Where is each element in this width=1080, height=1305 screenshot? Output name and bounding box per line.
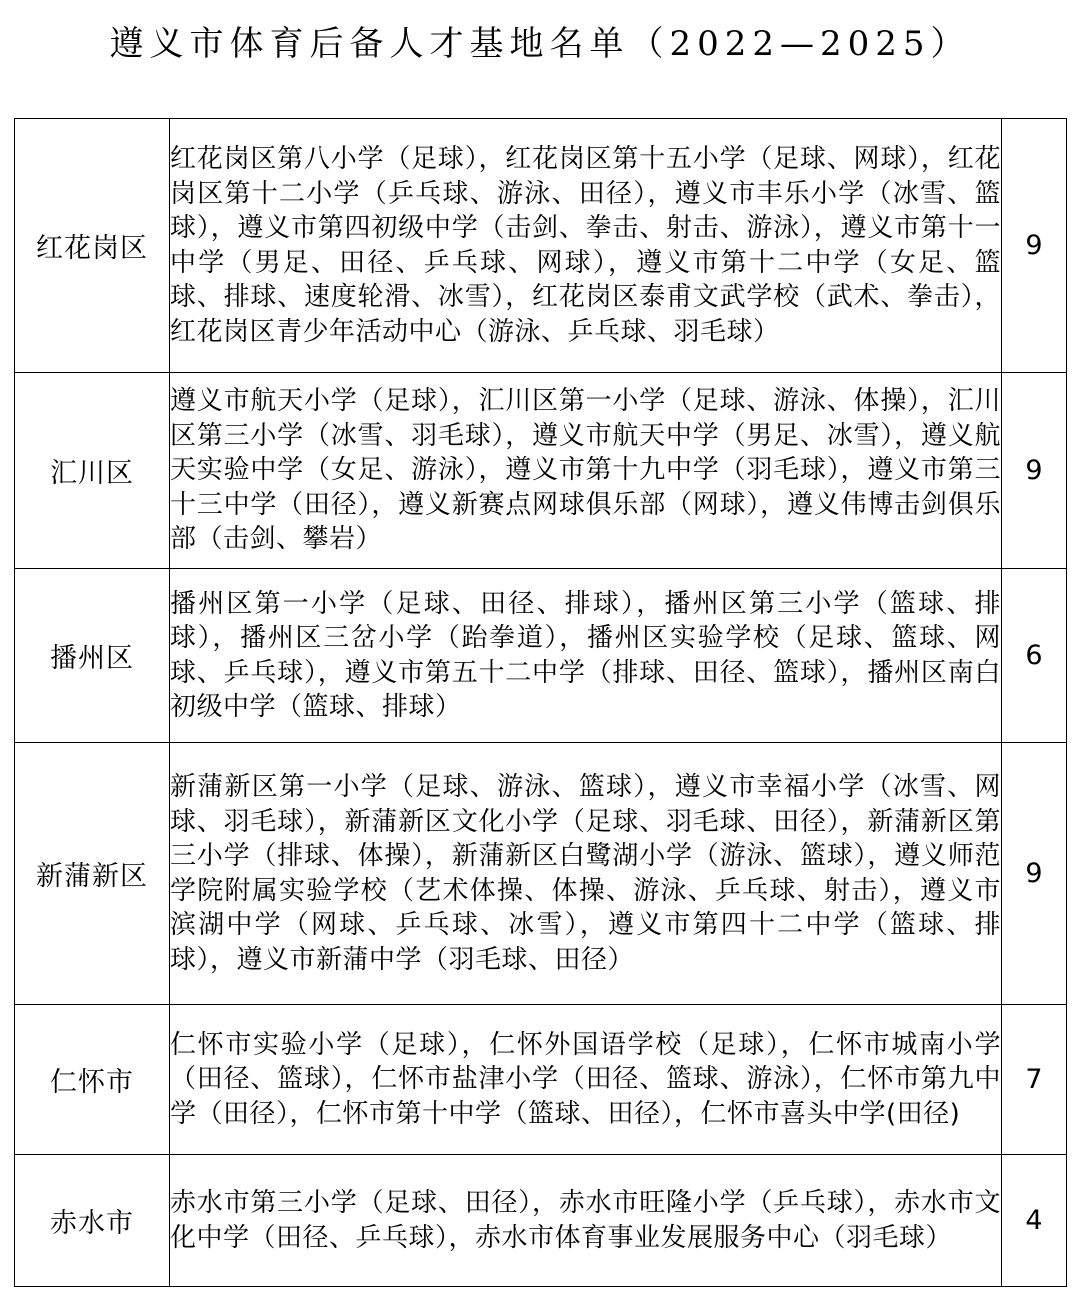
count-cell: 6 xyxy=(1002,569,1067,743)
count-cell: 9 xyxy=(1002,373,1067,569)
count-cell: 9 xyxy=(1002,743,1067,1005)
district-cell: 仁怀市 xyxy=(15,1005,170,1155)
schools-cell: 红花岗区第八小学（足球），红花岗区第十五小学（足球、网球），红花岗区第十二小学（乒乓球、游泳、田径），遵义市丰乐小学（冰雪、篮球），遵义市第四初级中学（击剑、拳击、射击、游泳），遵义市第十一中学（男足、田径、乒乓球、网球），遵义市第十二中学（女足、篮球、排球、速度轮滑、冰雪），红花岗区泰甫文武学校（武术、拳击），红花岗区青少年活动中心（游泳、乒乓球、羽毛球） xyxy=(170,119,1002,373)
district-cell: 汇川区 xyxy=(15,373,170,569)
sports-base-table xyxy=(14,118,1067,1287)
district-cell: 红花岗区 xyxy=(15,119,170,373)
table-row xyxy=(15,1005,1067,1155)
count-cell: 7 xyxy=(1002,1005,1067,1155)
page-title: 遵义市体育后备人才基地名单（2022—2025） xyxy=(109,24,971,64)
district-cell: 赤水市 xyxy=(15,1155,170,1287)
count-cell: 4 xyxy=(1002,1155,1067,1287)
schools-cell: 赤水市第三小学（足球、田径），赤水市旺隆小学（乒乓球），赤水市文化中学（田径、乒乓球），赤水市体育事业发展服务中心（羽毛球） xyxy=(170,1155,1002,1287)
schools-cell: 遵义市航天小学（足球），汇川区第一小学（足球、游泳、体操），汇川区第三小学（冰雪、羽毛球），遵义市航天中学（男足、冰雪），遵义航天实验中学（女足、游泳），遵义市第十九中学（羽毛球），遵义市第三十三中学（田径），遵义新赛点网球俱乐部（网球），遵义伟博击剑俱乐部（击剑、攀岩） xyxy=(170,373,1002,569)
table-row xyxy=(15,119,1067,373)
schools-cell: 新蒲新区第一小学（足球、游泳、篮球），遵义市幸福小学（冰雪、网球、羽毛球），新蒲新区文化小学（足球、羽毛球、田径），新蒲新区第三小学（排球、体操），新蒲新区白鹭湖小学（游泳、篮球），遵义师范学院附属实验学校（艺术体操、体操、游泳、乒乓球、射击），遵义市滨湖中学（网球、乒乓球、冰雪），遵义市第四十二中学（篮球、排球），遵义市新蒲中学（羽毛球、田径） xyxy=(170,743,1002,1005)
table-row xyxy=(15,743,1067,1005)
table-row xyxy=(15,1155,1067,1287)
district-cell: 播州区 xyxy=(15,569,170,743)
district-cell: 新蒲新区 xyxy=(15,743,170,1005)
table-row xyxy=(15,373,1067,569)
schools-cell: 播州区第一小学（足球、田径、排球），播州区第三小学（篮球、排球），播州区三岔小学（跆拳道），播州区实验学校（足球、篮球、网球、乒乓球），遵义市第五十二中学（排球、田径、篮球），播州区南白初级中学（篮球、排球） xyxy=(170,569,1002,743)
table-row xyxy=(15,569,1067,743)
count-cell: 9 xyxy=(1002,119,1067,373)
schools-cell: 仁怀市实验小学（足球），仁怀外国语学校（足球），仁怀市城南小学（田径、篮球），仁怀市盐津小学（田径、篮球、游泳），仁怀市第九中学（田径），仁怀市第十中学（篮球、田径），仁怀市喜头中学(田径) xyxy=(170,1005,1002,1155)
